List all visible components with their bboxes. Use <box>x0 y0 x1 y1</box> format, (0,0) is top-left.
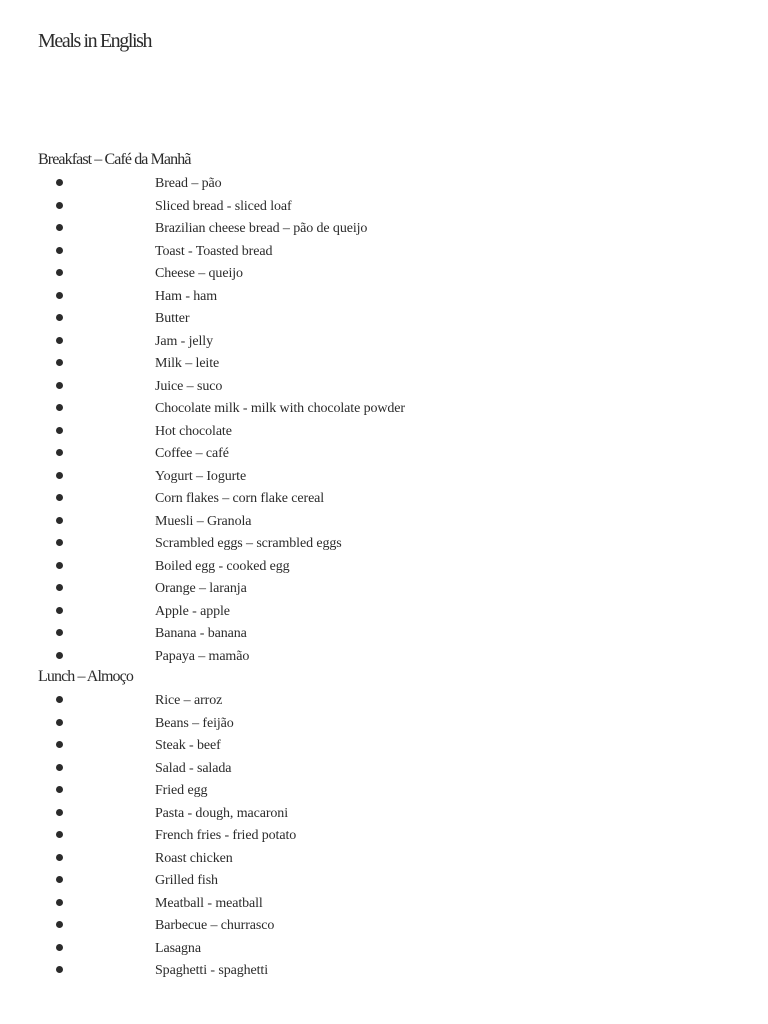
list-item <box>0 261 768 284</box>
list-item <box>0 441 768 464</box>
bullet-icon <box>56 179 63 186</box>
list-item <box>0 419 768 442</box>
list-item-text: Corn flakes – corn flake cereal <box>155 491 325 506</box>
bullet-icon <box>56 449 63 456</box>
list-item-text: Papaya – mamão <box>155 648 250 664</box>
list-item <box>0 711 768 734</box>
list-item <box>0 554 768 577</box>
list-item-text: Chocolate milk - milk with chocolate powder <box>155 401 405 416</box>
bullet-icon <box>56 562 63 569</box>
list-item <box>0 733 768 756</box>
bullet-icon <box>56 876 63 883</box>
bullet-icon <box>56 944 63 951</box>
list-item <box>0 891 768 914</box>
list-item-text: Banana - banana <box>155 626 247 641</box>
section-lunch <box>0 666 768 981</box>
list-item <box>0 509 768 532</box>
list-item-text: Roast chicken <box>155 850 233 866</box>
bullet-icon <box>56 741 63 748</box>
list-item-text: Butter <box>155 311 190 326</box>
list-item <box>0 958 768 981</box>
bullet-icon <box>56 809 63 816</box>
list-item-text: Grilled fish <box>155 873 218 888</box>
list-item-text: Hot chocolate <box>155 423 232 439</box>
section-heading-breakfast: Breakfast – Café da Manhã <box>38 151 191 168</box>
list-item <box>0 486 768 509</box>
bullet-icon <box>56 202 63 209</box>
list-item <box>0 823 768 846</box>
bullet-icon <box>56 517 63 524</box>
list-item-text: Rice – arroz <box>155 693 223 708</box>
bullet-icon <box>56 427 63 434</box>
bullet-icon <box>56 584 63 591</box>
bullet-icon <box>56 382 63 389</box>
list-item <box>0 329 768 352</box>
list-item <box>0 868 768 891</box>
bullet-icon <box>56 247 63 254</box>
bullet-icon <box>56 764 63 771</box>
list-item <box>0 846 768 869</box>
list-item <box>0 621 768 644</box>
list-item <box>0 171 768 194</box>
list-item-text: Pasta - dough, macaroni <box>155 805 288 821</box>
list-item-text: Bread – pão <box>155 176 222 191</box>
list-item <box>0 374 768 397</box>
bullet-icon <box>56 696 63 703</box>
list-item-text: Steak - beef <box>155 738 221 753</box>
list-item <box>0 644 768 667</box>
section-heading-lunch: Lunch – Almoço <box>38 668 133 685</box>
bullet-icon <box>56 472 63 479</box>
list-item <box>0 913 768 936</box>
list-item <box>0 464 768 487</box>
bullet-icon <box>56 292 63 299</box>
list-item <box>0 756 768 779</box>
list-item-text: Orange – laranja <box>155 581 247 596</box>
list-item <box>0 778 768 801</box>
bullet-icon <box>56 899 63 906</box>
list-item-text: Juice – suco <box>155 378 223 394</box>
bullet-icon <box>56 629 63 636</box>
list-item <box>0 284 768 307</box>
bullet-icon <box>56 539 63 546</box>
list-item-text: Brazilian cheese bread – pão de queijo <box>155 221 368 236</box>
list-item <box>0 194 768 217</box>
list-item <box>0 216 768 239</box>
bullet-icon <box>56 607 63 614</box>
list-item <box>0 576 768 599</box>
list-item-text: Beans – feijão <box>155 715 234 731</box>
page-title: Meals in English <box>38 30 152 52</box>
list-item-text: Scrambled eggs – scrambled eggs <box>155 536 342 551</box>
breakfast-list <box>0 171 768 666</box>
list-item-text: Lasagna <box>155 940 201 956</box>
list-item <box>0 351 768 374</box>
list-item <box>0 306 768 329</box>
bullet-icon <box>56 494 63 501</box>
list-item <box>0 396 768 419</box>
list-item-text: Jam - jelly <box>155 333 213 349</box>
lunch-list <box>0 688 768 981</box>
bullet-icon <box>56 831 63 838</box>
bullet-icon <box>56 719 63 726</box>
list-item <box>0 531 768 554</box>
bullet-icon <box>56 404 63 411</box>
list-item-text: Milk – leite <box>155 356 220 371</box>
list-item-text: Sliced bread - sliced loaf <box>155 198 292 214</box>
list-item-text: Muesli – Granola <box>155 513 252 529</box>
list-item-text: Spaghetti - spaghetti <box>155 963 268 978</box>
list-item-text: Ham - ham <box>155 288 218 304</box>
list-item <box>0 936 768 959</box>
list-item-text: Barbecue – churrasco <box>155 918 275 933</box>
list-item-text: Yogurt – Iogurte <box>155 468 247 484</box>
list-item-text: Cheese – queijo <box>155 266 243 281</box>
list-item-text: Salad - salada <box>155 760 232 776</box>
list-item-text: Apple - apple <box>155 603 230 619</box>
bullet-icon <box>56 652 63 659</box>
bullet-icon <box>56 786 63 793</box>
bullet-icon <box>56 269 63 276</box>
list-item-text: Fried egg <box>155 783 208 798</box>
list-item <box>0 599 768 622</box>
section-breakfast <box>0 149 768 666</box>
bullet-icon <box>56 224 63 231</box>
list-item <box>0 801 768 824</box>
bullet-icon <box>56 854 63 861</box>
list-item-text: Toast - Toasted bread <box>155 243 273 259</box>
list-item-text: Boiled egg - cooked egg <box>155 558 290 574</box>
list-item <box>0 688 768 711</box>
list-item <box>0 239 768 262</box>
bullet-icon <box>56 337 63 344</box>
bullet-icon <box>56 966 63 973</box>
bullet-icon <box>56 921 63 928</box>
bullet-icon <box>56 314 63 321</box>
list-item-text: Meatball - meatball <box>155 895 263 911</box>
list-item-text: French fries - fried potato <box>155 828 297 843</box>
bullet-icon <box>56 359 63 366</box>
list-item-text: Coffee – café <box>155 446 229 461</box>
